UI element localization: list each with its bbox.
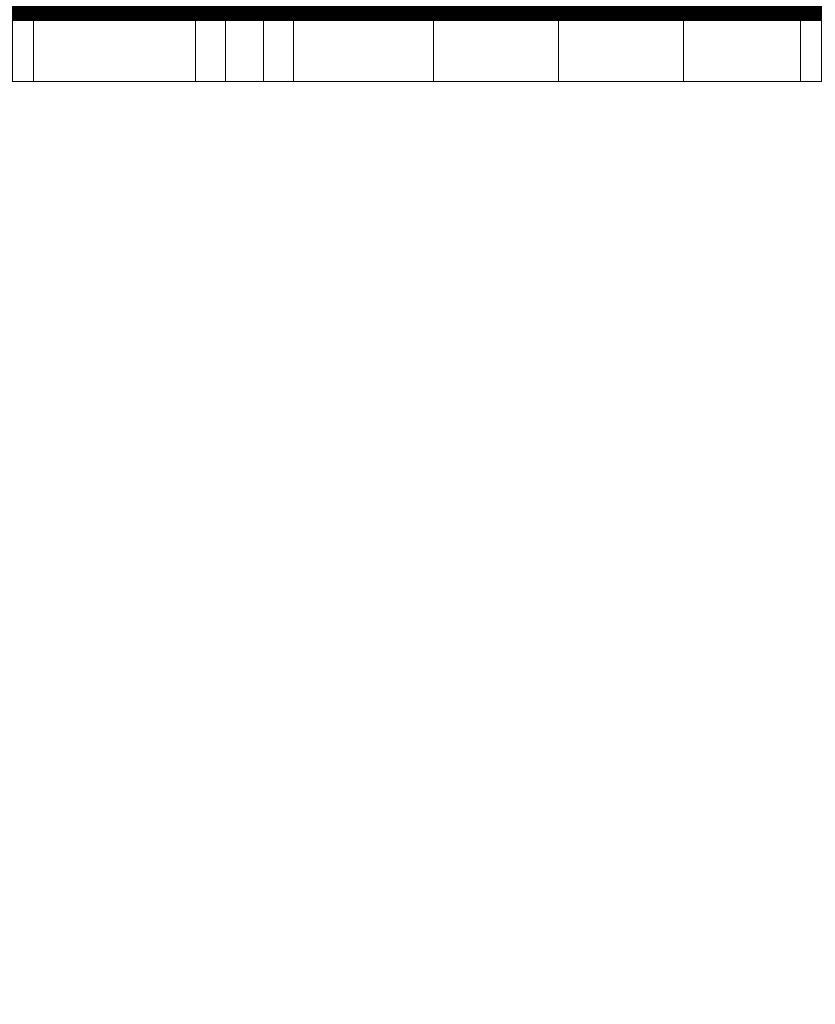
race-header-bar <box>12 6 822 20</box>
column-header <box>12 20 822 82</box>
